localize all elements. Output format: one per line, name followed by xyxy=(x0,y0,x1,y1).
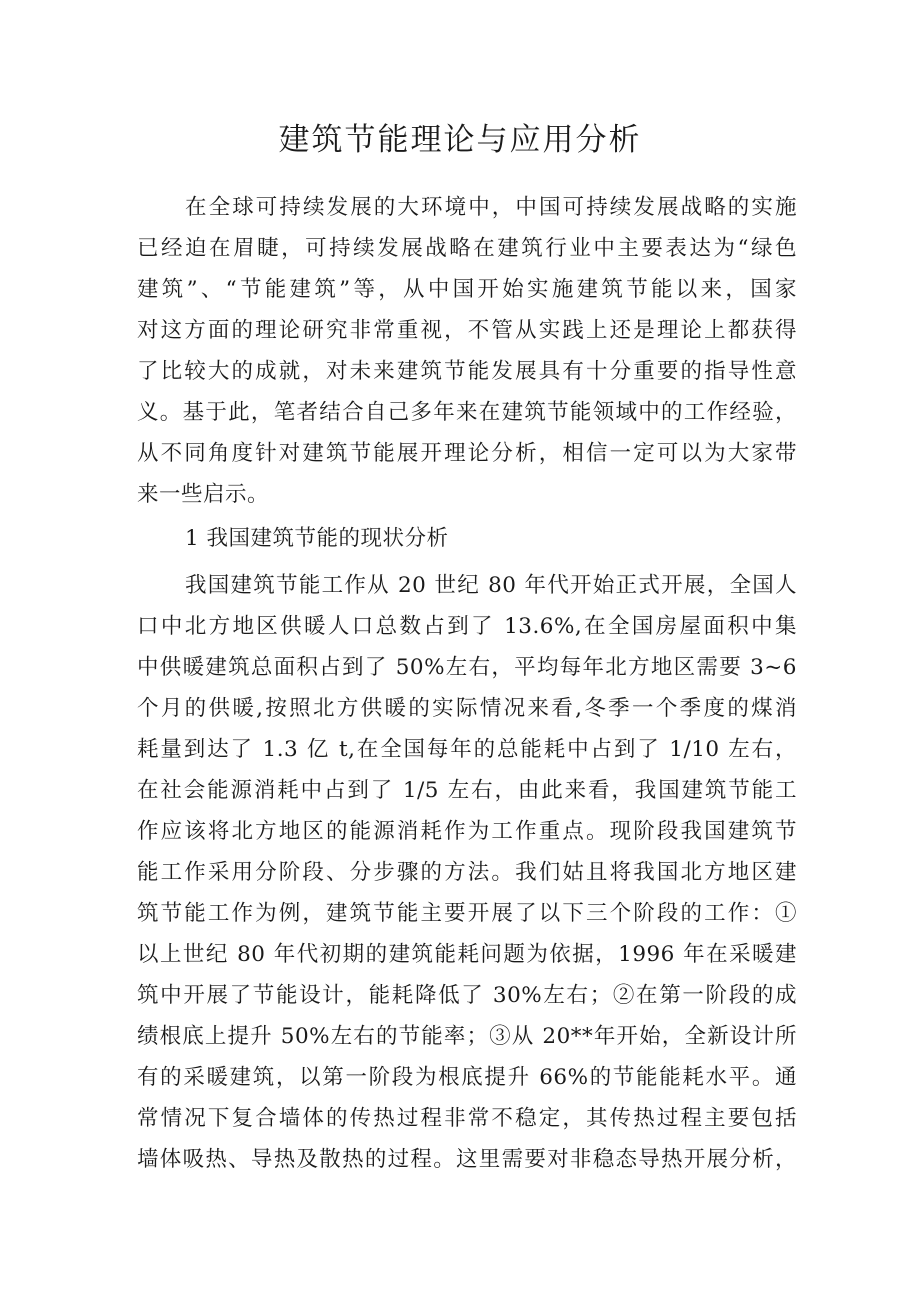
document-title: 建筑节能理论与应用分析 xyxy=(278,122,642,158)
paragraph-line: 对这方面的理论研究非常重视，不管从实践上还是理论上都获得 xyxy=(137,318,797,343)
paragraph-line: 常情况下复合墙体的传热过程非常不稳定，其传热过程主要包括 xyxy=(137,1106,797,1131)
paragraph-line: 中供暖建筑总面积占到了 50%左右，平均每年北方地区需要 3~6 xyxy=(137,655,797,680)
paragraph-line: 耗量到达了 1.3 亿 t,在全国每年的总能耗中占到了 1/10 左右， xyxy=(137,737,797,762)
paragraph-line: 以上世纪 80 年代初期的建筑能耗问题为依据，1996 年在采暖建 xyxy=(137,942,797,967)
paragraph-line: 筑节能工作为例，建筑节能主要开展了以下三个阶段的工作：① xyxy=(137,901,797,926)
paragraph-line: 在社会能源消耗中占到了 1/5 左右，由此来看，我国建筑节能工 xyxy=(137,778,797,803)
paragraph-line: 有的采暖建筑，以第一阶段为根底提升 66%的节能能耗水平。通 xyxy=(137,1065,797,1090)
paragraph-line: 能工作采用分阶段、分步骤的方法。我们姑且将我国北方地区建 xyxy=(137,860,797,885)
paragraph-line: 在全球可持续发展的大环境中，中国可持续发展战略的实施 xyxy=(185,195,797,220)
paragraph-line: 义。基于此，笔者结合自己多年来在建筑节能领域中的工作经验， xyxy=(137,400,797,425)
paragraph-line: 个月的供暖,按照北方供暖的实际情况来看,冬季一个季度的煤消 xyxy=(137,696,797,721)
paragraph-line: 来一些启示。 xyxy=(137,482,270,507)
paragraph-line: 口中北方地区供暖人口总数占到了 13.6%,在全国房屋面积中集 xyxy=(137,614,797,639)
paragraph-line: 已经迫在眉睫，可持续发展战略在建筑行业中主要表达为“绿色 xyxy=(137,236,797,261)
section-heading: 1 我国建筑节能的现状分析 xyxy=(185,526,449,551)
paragraph-line: 绩根底上提升 50%左右的节能率；③从 20**年开始，全新设计所 xyxy=(137,1024,797,1049)
paragraph-line: 建筑”、“节能建筑”等，从中国开始实施建筑节能以来，国家 xyxy=(137,277,797,302)
paragraph-line: 从不同角度针对建筑节能展开理论分析，相信一定可以为大家带 xyxy=(137,441,797,466)
paragraph-line: 筑中开展了节能设计，能耗降低了 30%左右；②在第一阶段的成 xyxy=(137,983,797,1008)
paragraph-line: 作应该将北方地区的能源消耗作为工作重点。现阶段我国建筑节 xyxy=(137,819,797,844)
paragraph-line: 我国建筑节能工作从 20 世纪 80 年代开始正式开展，全国人 xyxy=(185,573,797,598)
paragraph-line: 了比较大的成就，对未来建筑节能发展具有十分重要的指导性意 xyxy=(137,359,797,384)
paragraph-line: 墙体吸热、导热及散热的过程。这里需要对非稳态导热开展分析， xyxy=(137,1147,797,1172)
